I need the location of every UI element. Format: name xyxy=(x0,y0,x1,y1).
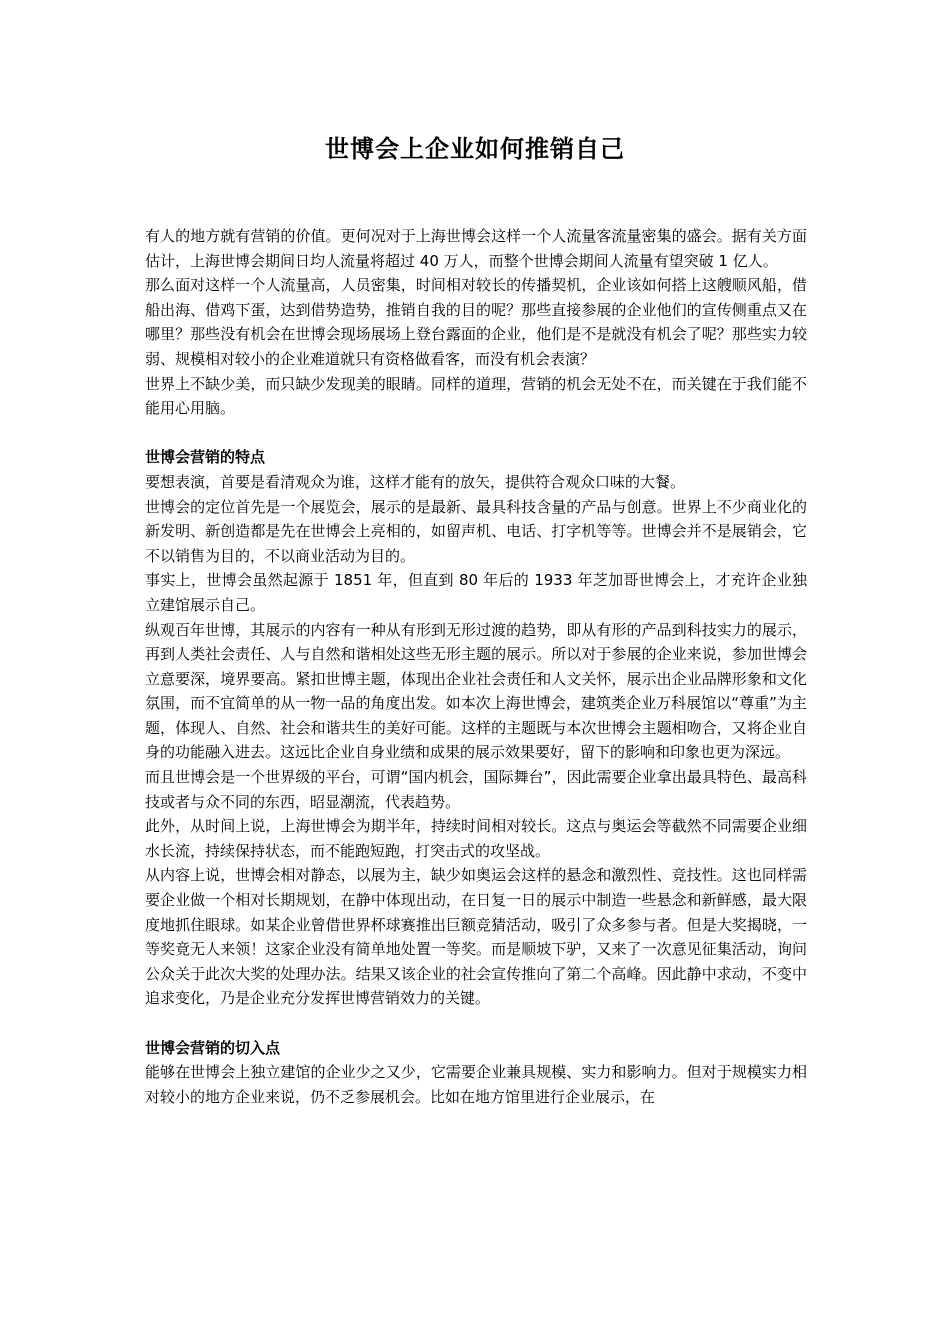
section-heading: 世博会营销的切入点 xyxy=(145,1038,281,1057)
paragraph: 事实上，世博会虽然起源于 1851 年，但直到 80 年后的 1933 年芝加哥世博会上，才充许企业独立建馆展示自己。 xyxy=(145,571,807,614)
paragraph: 纵观百年世博，其展示的内容有一种从有形到无形过渡的趋势，即从有形的产品到科技实力的展示，再到人类社会责任、人与自然和谐相处这些无形主题的展示。所以对于参展的企业来说，参加世博会立意要深，境界要高。紧扣世博主题，体现出企业社会责任和人文关怀，展示出企业品牌形象和文化氛围，而不宜简单的从一物一品的角度出发。如本次上海世博会，建筑类企业万科展馆以“尊重”为主题，体现人、自然、社会和谐共生的美好可能。这样的主题既与本次世博会主题相吻合，又将企业自身的功能融入进去。这远比企业自身业绩和成果的展示效果要好，留下的影响和印象也更为深远。 xyxy=(145,620,807,762)
paragraph: 世博会的定位首先是一个展览会，展示的是最新、最具科技含量的产品与创意。世界上不少商业化的新发明、新创造都是先在世博会上亮相的，如留声机、电话、打字机等等。世博会并不是展销会，它不以销售为目的，不以商业活动为目的。 xyxy=(145,497,807,565)
paragraph: 从内容上说，世博会相对静态，以展为主，缺少如奥运会这样的悬念和激烈性、竞技性。这也同样需要企业做一个相对长期规划，在静中体现出动，在日复一日的展示中制造一些悬念和新鲜感，最大限度地抓住眼球。如某企业曾借世界杯球赛推出巨额竞猜活动，吸引了众多参与者。但是大奖揭晓，一等奖竟无人来领！这家企业没有简单地处置一等奖。而是顺坡下驴，又来了一次意见征集活动，询问公众关于此次大奖的处理办法。结果又该企业的社会宣传推向了第二个高峰。因此静中求动，不变中追求变化，乃是企业充分发挥世博营销效力的关键。 xyxy=(145,866,807,1008)
paragraph: 要想表演，首要是看清观众为谁，这样才能有的放矢，提供符合观众口味的大餐。 xyxy=(145,472,686,491)
document-body xyxy=(145,224,807,1109)
paragraph: 能够在世博会上独立建馆的企业少之又少，它需要企业兼具规模、实力和影响力。但对于规模实力相对较小的地方企业来说，仍不乏参展机会。比如在地方馆里进行企业展示，在 xyxy=(145,1063,807,1106)
paragraph: 有人的地方就有营销的价值。更何况对于上海世博会这样一个人流量客流量密集的盛会。据有关方面估计，上海世博会期间日均人流量将超过 40 万人，而整个世博会期间人流量有望突破 1 亿人。 xyxy=(145,227,807,270)
paragraph: 而且世博会是一个世界级的平台，可谓“国内机会，国际舞台”，因此需要企业拿出最具特色、最高科技或者与众不同的东西，昭显潮流，代表趋势。 xyxy=(145,768,807,811)
paragraph: 此外，从时间上说，上海世博会为期半年，持续时间相对较长。这点与奥运会等截然不同需要企业细水长流，持续保持状态，而不能跑短跑，打突击式的攻坚战。 xyxy=(145,817,807,860)
section-spacer xyxy=(145,1011,807,1036)
document-title: 世博会上企业如何推销自己 xyxy=(325,135,625,163)
section-heading: 世博会营销的特点 xyxy=(145,448,266,467)
section-spacer xyxy=(145,421,807,446)
paragraph: 那么面对这样一个人流量高，人员密集，时间相对较长的传播契机，企业该如何搭上这艘顺风船，借船出海、借鸡下蛋，达到借势造势，推销自我的目的呢？那些直接参展的企业他们的宣传侧重点又在哪里？那些没有机会在世博会现场展场上登台露面的企业，他们是不是就没有机会了呢？那些实力较弱、规模相对较小的企业难道就只有资格做看客，而没有机会表演？ xyxy=(145,276,807,368)
paragraph: 世界上不缺少美，而只缺少发现美的眼睛。同样的道理，营销的机会无处不在，而关键在于我们能不能用心用脑。 xyxy=(145,374,807,418)
